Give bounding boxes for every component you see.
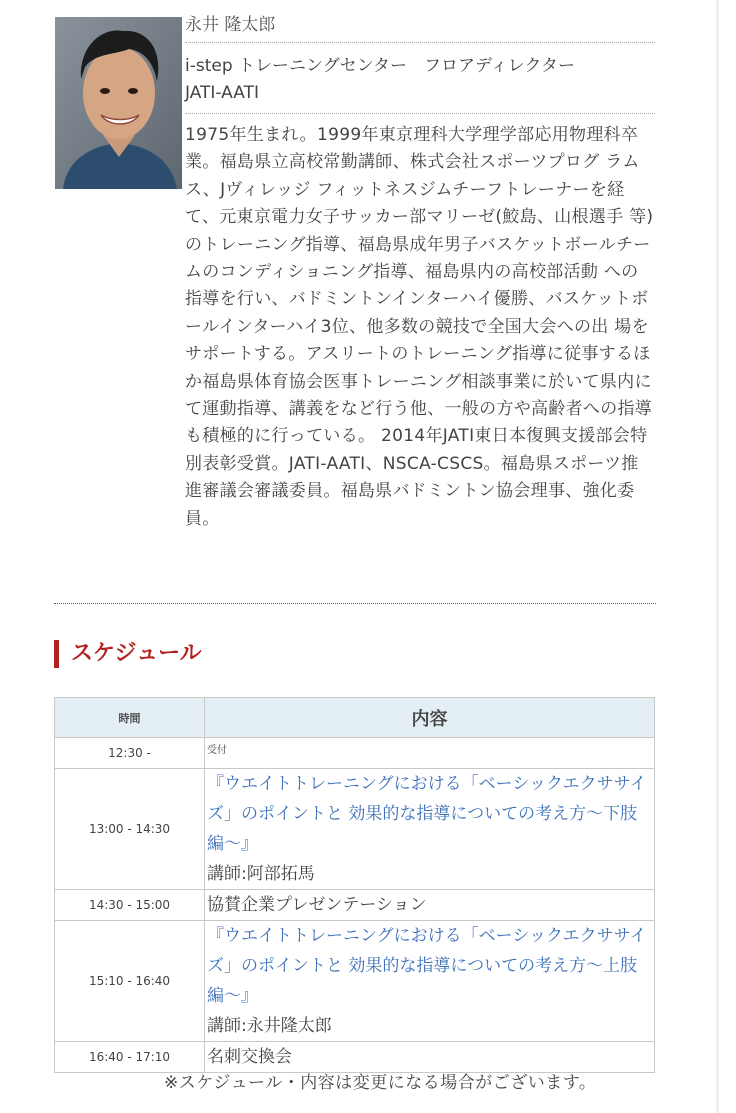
schedule-content: 協賛企業プレゼンテーション [205,890,655,921]
lecturer-label: 講師:阿部拓馬 [207,864,315,884]
schedule-time: 13:00 - 14:30 [55,769,205,890]
session-title-link[interactable]: 『ウエイトトレーニングにおける「ベーシックエクササイズ」のポイントと 効果的な指導についての考え方～上肢編～』 [207,926,647,1006]
schedule-time: 15:10 - 16:40 [55,921,205,1042]
instructor-certification: JATI-AATI [185,83,259,103]
instructor-name: 永井 隆太郎 [185,10,655,43]
schedule-content [205,921,655,1042]
profile-text [185,10,655,533]
schedule-time: 12:30 - [55,738,205,769]
schedule-heading: スケジュール [54,640,202,668]
schedule-time: 14:30 - 15:00 [55,890,205,921]
schedule-header-row [55,698,655,738]
instructor-affiliation-block [185,43,655,114]
column-header-time: 時間 [55,698,205,738]
schedule-time: 16:40 - 17:10 [55,1042,205,1073]
instructor-bio: 1975年生まれ。1999年東京理科大学理学部応用物理科卒業。福島県立高校常勤講師、株式会社スポーツプログ ラムス、Jヴィレッジ フィットネスジムチーフトレーナーを経て、元東京電力女子サッカー部マリーゼ(鮫島、山根選手 等)のトレーニング指導、福島県成年男子バスケットボールチームのコンディショニング指導、福島県内の高校部活動 への指導を行い、バドミントンインターハイ優勝、バスケットボールインターハイ3位、他多数の競技で全国大会への出 場をサポートする。アスリートのトレーニング指導に従事するほか福島県体育協会医事トレーニング相談事業に於いて県内にて運動指導、講義をなど行う他、一般の方や高齢者への指導も積極的に行っている。 2014年JATI東日本復興支援部会特別表彰受賞。JATI-AATI、NSCA-CSCS。福島県スポーツ推進審議会審議委員。福島県バドミントン協会理事、強化委員。 [185,125,654,529]
schedule-note: ※スケジュール・内容は変更になる場合がございます。 [164,1073,597,1093]
schedule-table [54,697,655,1073]
instructor-photo [55,17,182,189]
table-row [55,1042,655,1073]
schedule-content [205,769,655,890]
column-header-content: 内容 [205,698,655,738]
session-title-link[interactable]: 『ウエイトトレーニングにおける「ベーシックエクササイズ」のポイントと 効果的な指導についての考え方～下肢編～』 [207,774,647,854]
table-row [55,921,655,1042]
table-row [55,890,655,921]
section-divider [54,603,656,604]
instructor-affiliation: i-step トレーニングセンター フロアディレクター [185,56,575,76]
lecturer-label: 講師:永井隆太郎 [207,1016,332,1036]
schedule-content: 名刺交換会 [205,1042,655,1073]
page-right-border [716,0,719,1113]
table-row [55,769,655,890]
table-row [55,738,655,769]
schedule-content: 受付 [205,738,655,769]
portrait-image [55,17,182,189]
